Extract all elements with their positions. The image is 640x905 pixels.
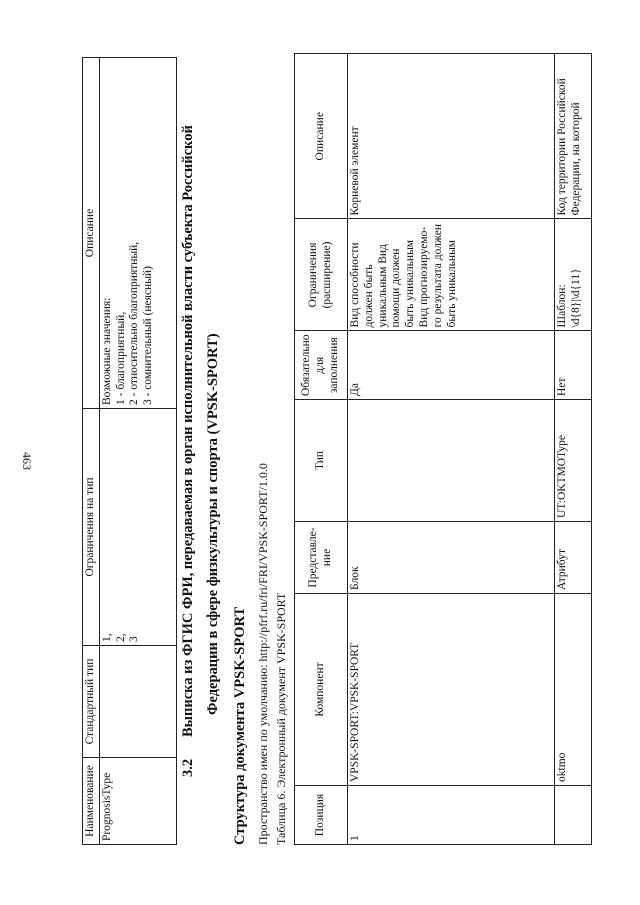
section-title-line1: Выписка из ФГИС ФРИ, передаваемая в орган исполнительной власти субъекта Российской <box>180 125 196 737</box>
required-cell: Нет <box>555 331 592 400</box>
restrictions-cell: Вид способности должен быть уникальным Вид помощи должен быть уникальным Вид прогнозируемо-го результата должен быть уникальным <box>348 219 555 331</box>
representation-cell: Атрибут <box>555 522 592 594</box>
description-line: 3 - сомнительный (неясный) <box>142 266 155 405</box>
page-number: 463 <box>20 452 34 470</box>
position-cell: 1 <box>348 786 555 845</box>
types-table <box>82 57 177 845</box>
column-header: Описание <box>295 54 348 219</box>
restrictions-cell <box>99 409 176 646</box>
column-header: Описание <box>83 58 100 409</box>
table-header-row <box>295 54 348 845</box>
position-cell <box>555 786 592 845</box>
description-cell: Корневой элемент <box>348 54 555 219</box>
restriction-value: 3 <box>128 636 141 642</box>
column-header: Представле-ние <box>295 522 348 594</box>
column-header: Обязательно для заполнения <box>295 331 348 400</box>
component-cell: oktmo <box>555 594 592 786</box>
table-caption: Таблица 6. Электронный документ VPSK-SPORT <box>274 592 288 845</box>
namespace-line: Пространство имен по умолчанию: http://pfrf.ru/fri/FRI/VPSK-SPORT/1.0.0 <box>256 463 270 845</box>
description-line: 1 - благоприятный, <box>114 311 127 405</box>
type-cell: UT:OKTMOType <box>555 400 592 522</box>
restrictions-cell: Шаблон: \d{8}|\d{11} <box>555 219 592 331</box>
description-line: Возможные значения: <box>100 297 113 405</box>
description-line: 2 - относительно благоприятный, <box>128 241 141 405</box>
document-structure-table <box>294 53 592 845</box>
table-header-row <box>83 58 100 845</box>
std-type-cell <box>99 646 176 758</box>
restriction-value: 1, <box>100 633 113 642</box>
column-header: Компонент <box>295 594 348 786</box>
table-row <box>555 54 592 845</box>
table-row <box>348 54 555 845</box>
component-cell: VPSK-SPORT:VPSK-SPORT <box>348 594 555 786</box>
representation-cell: Блок <box>348 522 555 594</box>
description-cell: Код территории Российской Федерации, на которой <box>555 54 592 219</box>
column-header: Наименование <box>83 758 100 845</box>
type-cell <box>348 400 555 522</box>
restriction-value: 2, <box>114 633 127 642</box>
required-cell: Да <box>348 331 555 400</box>
description-cell <box>99 58 176 409</box>
column-header: Тип <box>295 400 348 522</box>
section-number: 3.2 <box>180 758 196 777</box>
column-header: Стандартный тип <box>83 646 100 758</box>
column-header: Позиция <box>295 786 348 845</box>
table-row <box>99 58 176 845</box>
structure-heading: Структура документа VPSK-SPORT <box>232 606 248 845</box>
type-name-cell: PrognosisType <box>99 758 176 845</box>
column-header: Ограничения (расширение) <box>295 219 348 331</box>
section-heading <box>180 17 197 777</box>
section-title-line2: Федерации в сфере физкультуры и спорта (VPSK-SPORT) <box>205 333 221 715</box>
column-header: Ограничения на тип <box>83 409 100 646</box>
